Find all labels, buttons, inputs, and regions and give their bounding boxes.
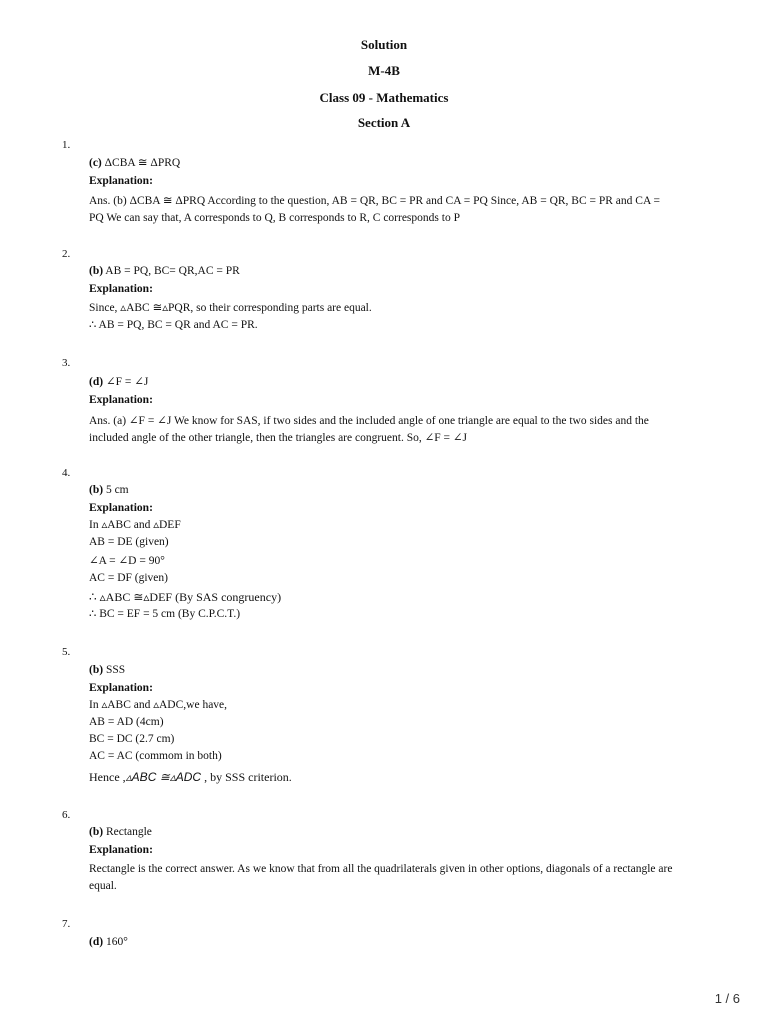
question-4 [89, 482, 719, 623]
answer-line [89, 263, 719, 280]
hence-suffix: , by SSS criterion. [201, 770, 292, 784]
conclusion-line [89, 769, 719, 786]
explanation-line: AB = AD (4cm) [89, 716, 164, 728]
answer-letter: (c) [89, 157, 102, 169]
explanation-line: BC = DC (2.7 cm) [89, 733, 175, 745]
question-3 [89, 374, 719, 447]
answer-line [89, 374, 719, 391]
explanation-line: Ans. (b) ΔCBA ≅ ΔPRQ According to the question, AB = QR, BC = PR and CA = PQ Since, AB = QR, BC = PR and CA = [89, 195, 660, 207]
answer-text: AB = PQ, BC= QR,AC = PR [103, 265, 240, 277]
answer-line [89, 482, 719, 499]
explanation-line: ∴ ▵ABC ≅▵DEF (By SAS congruency) [89, 590, 282, 604]
class-subject: Class 09 - Mathematics [319, 90, 449, 105]
answer-letter: (b) [89, 826, 104, 838]
explanation-line: Since, ▵ABC ≅▵PQR, so their corresponding parts are equal. [89, 302, 372, 314]
explanation-label: Explanation: [89, 682, 153, 694]
question-number-4: 4. [62, 467, 71, 479]
explanation-line: AC = DF (given) [89, 572, 168, 584]
answer-letter: (d) [89, 936, 104, 948]
answer-text: 160° [103, 936, 128, 948]
answer-letter: (b) [89, 664, 104, 676]
question-number-1: 1. [62, 139, 71, 151]
question-number-2: 2. [62, 248, 71, 260]
answer-line [89, 934, 719, 951]
question-7 [89, 934, 719, 951]
explanation-line: ∠A = ∠D = 90° [89, 555, 165, 567]
hence-prefix: Hence , [89, 770, 126, 784]
explanation-label: Explanation: [89, 502, 153, 514]
question-number-5: 5. [62, 646, 71, 658]
explanation-label: Explanation: [89, 175, 153, 187]
section-heading: Section A [357, 115, 411, 130]
page-indicator: 1 / 6 [714, 991, 740, 1006]
explanation-label: Explanation: [89, 283, 153, 295]
solution-title: Solution [360, 37, 408, 52]
question-2 [89, 263, 719, 334]
explanation-line: Ans. (a) ∠F = ∠J We know for SAS, if two sides and the included angle of one triangle are equal to the two sides and the [89, 415, 649, 427]
explanation-label: Explanation: [89, 394, 153, 406]
answer-text: SSS [103, 664, 126, 676]
explanation-label: Explanation: [89, 844, 153, 856]
question-1 [89, 155, 719, 227]
answer-text: Rectangle [103, 826, 152, 838]
explanation-line: ∴ AB = PQ, BC = QR and AC = PR. [89, 319, 258, 331]
answer-line [89, 155, 719, 172]
question-number-3: 3. [62, 357, 71, 369]
question-number-7: 7. [62, 918, 71, 930]
congruence-expression: ▵ABC ≅▵ADC [125, 770, 202, 784]
answer-text: ∠F = ∠J [103, 376, 149, 388]
explanation-line: included angle of the other triangle, then the triangles are congruent. So, ∠F = ∠J [89, 432, 468, 444]
answer-letter: (b) [89, 265, 104, 277]
explanation-line: AC = AC (commom in both) [89, 750, 222, 762]
answer-line [89, 824, 719, 841]
explanation-line: In ▵ABC and ▵DEF [89, 519, 181, 531]
explanation-line: ∴ BC = EF = 5 cm (By C.P.C.T.) [89, 608, 241, 620]
answer-line [89, 662, 719, 679]
explanation-line: Rectangle is the correct answer. As we know that from all the quadrilaterals given in other options, diagonals of a rectangle are [89, 863, 673, 875]
answer-text: ΔCBA ≅ ΔPRQ [101, 157, 181, 169]
answer-letter: (d) [89, 376, 104, 388]
question-6 [89, 824, 719, 895]
explanation-line: PQ We can say that, A corresponds to Q, B corresponds to R, C corresponds to P [89, 212, 460, 224]
paper-code: M-4B [368, 63, 400, 78]
question-5 [89, 662, 719, 786]
explanation-line: equal. [89, 880, 117, 892]
answer-letter: (b) [89, 484, 104, 496]
explanation-line: In ▵ABC and ▵ADC,we have, [89, 699, 228, 711]
question-number-6: 6. [62, 809, 71, 821]
answer-text: 5 cm [103, 484, 129, 496]
explanation-line: AB = DE (given) [89, 536, 169, 548]
